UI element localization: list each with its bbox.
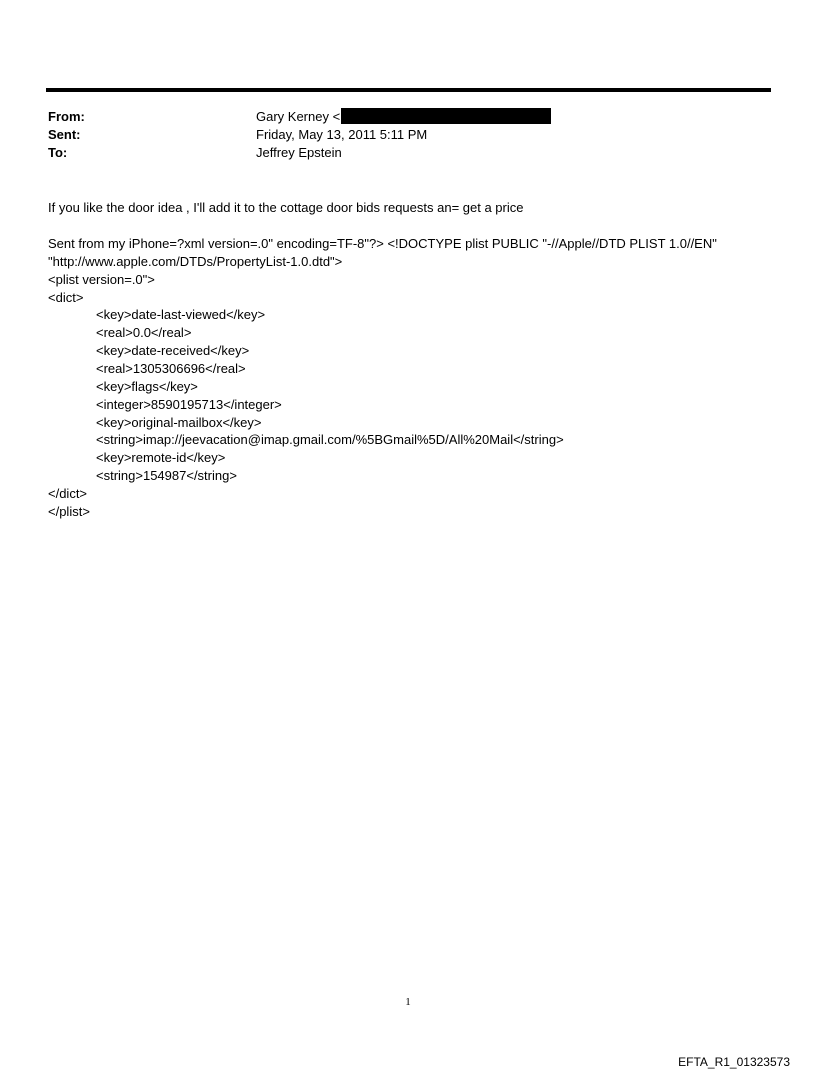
- plist-line: </dict>: [48, 486, 88, 501]
- to-value: Jeffrey Epstein: [256, 145, 342, 160]
- header-divider: [46, 88, 771, 92]
- plist-line: <real>0.0</real>: [96, 325, 192, 340]
- message-text: If you like the door idea , I'll add it to the cottage door bids requests an= get a price: [48, 200, 524, 215]
- from-label: From:: [48, 109, 85, 124]
- redaction-block: [341, 108, 551, 124]
- plist-line: "http://www.apple.com/DTDs/PropertyList-1.0.dtd">: [48, 254, 343, 269]
- page-number: 1: [405, 996, 411, 1008]
- plist-line: <plist version=.0">: [48, 272, 155, 287]
- plist-line: <key>date-last-viewed</key>: [96, 307, 266, 322]
- plist-line: <key>flags</key>: [96, 379, 198, 394]
- plist-line: <real>1305306696</real>: [96, 361, 246, 376]
- plist-line: <string>154987</string>: [96, 468, 237, 483]
- plist-line: Sent from my iPhone=?xml version=.0" encoding=TF-8"?> <!DOCTYPE plist PUBLIC "-//Apple//DTD PLIST 1.0//EN": [48, 236, 717, 251]
- document-id: EFTA_R1_01323573: [678, 1055, 790, 1069]
- sent-value: Friday, May 13, 2011 5:11 PM: [256, 127, 428, 142]
- plist-line: <dict>: [48, 290, 84, 305]
- to-label: To:: [48, 145, 68, 160]
- plist-line: <key>date-received</key>: [96, 343, 250, 358]
- plist-line: <key>original-mailbox</key>: [96, 415, 262, 430]
- from-value: [256, 108, 551, 125]
- sent-label: Sent:: [48, 127, 81, 142]
- sender-name: Gary Kerney <: [256, 109, 341, 124]
- plist-line: </plist>: [48, 504, 90, 519]
- plist-line: <integer>8590195713</integer>: [96, 397, 282, 412]
- plist-line: <key>remote-id</key>: [96, 450, 226, 465]
- plist-line: <string>imap://jeevacation@imap.gmail.com/%5BGmail%5D/All%20Mail</string>: [96, 432, 564, 447]
